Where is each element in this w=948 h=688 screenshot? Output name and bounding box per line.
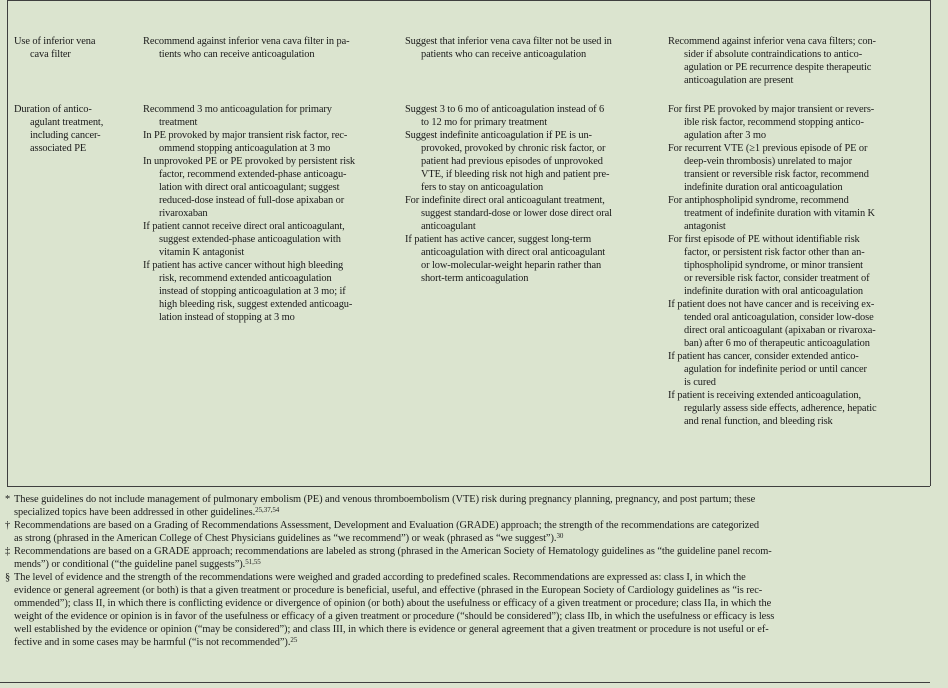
footnote [0,519,940,545]
recommendation-line: transient or reversible risk factor, recommend [684,169,869,180]
footnote-mark: § [5,572,11,583]
recommendation-line: treatment of indefinite duration with vitamin K [684,208,875,219]
recommendation-line: direct oral anticoagulant (apixaban or rivaroxa- [684,325,876,336]
recommendation-item [405,233,663,285]
recommendation-line: Recommend against inferior vena cava filters; con- [668,36,876,47]
row-label-line: agulant treatment, [30,117,104,128]
footnote-line: Recommendations are based on a Grading of Recommendations Assessment, Development and Evaluation (GRADE) approach; the strength of the recommendations are categorized [14,520,760,531]
recommendation-line: If patient has active cancer, suggest long-term [405,234,592,245]
footnote [0,571,940,649]
recommendation-item [668,389,926,428]
recommendation-item [143,103,398,129]
recommendation-line: suggest extended-phase anticoagulation with [159,234,341,245]
recommendation-line: tiphospholipid syndrome, or minor transient [684,260,863,271]
recommendation-line: anticoagulation are present [684,75,794,86]
footnote-line: weight of the evidence or opinion is in favor of the usefulness or efficacy of a given treatment or procedure (“should be considered”); class IIb, in which the usefulness or efficacy is less [14,611,775,622]
recommendation-line: For first PE provoked by major transient or revers- [668,104,875,115]
recommendation-line: indefinite duration with oral anticoagulation [684,286,864,297]
recommendation-line: If patient cannot receive direct oral anticoagulant, [143,221,345,232]
recommendation-line: Recommend against inferior vena cava filter in pa- [143,36,350,47]
footnote-reference: 51,55 [245,558,261,566]
footnote-line: specialized topics have been addressed in other guidelines.$^{25,37,54}$ [14,506,280,518]
recommendation-item [405,35,663,61]
recommendation-item [143,259,398,324]
recommendation-item [405,194,663,233]
recommendation-line: For antiphospholipid syndrome, recommend [668,195,849,206]
recommendation-line: or low-molecular-weight heparin rather than [421,260,602,271]
footnote-line: fective and in some cases may be harmful (“is not recommended”).$^{25}$ [14,636,298,648]
footnote-line: The level of evidence and the strength of the recommendations were weighed and graded according to predefined scales. Recommendations are expressed as: class I, in which the [14,572,746,583]
recommendation-line: rivaroxaban [159,208,208,219]
footnote-line: Recommendations are based on a GRADE approach; recommendations are labeled as strong (phrased in the American Society of Hematology guidelines as “the guideline panel recom- [14,546,772,557]
recommendation-line: lation instead of stopping at 3 mo [159,312,295,323]
recommendation-line: tients who can receive anticoagulation [159,49,315,60]
footnote [0,545,940,571]
recommendation-line: reduced-dose instead of full-dose apixaban or [159,195,345,206]
footnote-line: as strong (phrased in the American College of Chest Physicians guidelines as “we recommend”) or weak (phrased as “we suggest”).$^{30}$ [14,532,564,544]
recommendation-line: Recommend 3 mo anticoagulation for primary [143,104,332,115]
recommendation-line: factor, or persistent risk factor other than an- [684,247,865,258]
recommendation-line: In PE provoked by major transient risk factor, rec- [143,130,348,141]
recommendation-line: If patient has active cancer without high bleeding [143,260,344,271]
footnote-mark: ‡ [5,546,11,557]
recommendation-line: patient had previous episodes of unprovoked [421,156,603,167]
recommendation-item [668,194,926,233]
recommendation-item [668,233,926,298]
recommendation-line: If patient has cancer, consider extended antico- [668,351,859,362]
recommendation-line: sider if absolute contraindications to antico- [684,49,863,60]
recommendation-item [668,298,926,350]
recommendation-item [668,350,926,389]
table-footnotes [0,493,940,649]
recommendation-line: In unprovoked PE or PE provoked by persistent risk [143,156,356,167]
recommendation-item [143,129,398,155]
footnote-reference: 30 [556,532,564,540]
recommendation-line: agulation or PE recurrence despite therapeutic [684,62,872,73]
recommendation-line: treatment [159,117,198,128]
footnote [0,493,940,519]
recommendation-item [405,129,663,194]
page-bottom-rule [0,682,930,683]
recommendation-line: ban) after 6 mo of therapeutic anticoagulation [684,338,870,349]
recommendation-line: Suggest that inferior vena cava filter not be used in [405,36,612,47]
footnote-line: These guidelines do not include management of pulmonary embolism (PE) and venous thromboembolism (VTE) risk during pregnancy planning, pregnancy, and post partum; these [14,494,756,505]
row-ivc-filter-col3 [668,35,926,87]
recommendation-line: VTE, if bleeding risk not high and patient pre- [421,169,610,180]
row-label-line: cava filter [30,49,71,60]
row-ivc-filter-col1 [143,35,398,61]
recommendation-item [668,103,926,142]
recommendation-line: tended oral anticoagulation, consider low-dose [684,312,874,323]
recommendation-line: If patient is receiving extended anticoagulation, [668,390,862,401]
recommendation-line: instead of stopping anticoagulation at 3 mo; if [159,286,346,297]
recommendation-line: and renal function, and bleeding risk [684,416,833,427]
recommendation-line: agulation after 3 mo [684,130,766,141]
recommendation-line: Suggest indefinite anticoagulation if PE is un- [405,130,592,141]
footnote-line: ommended”); class II, in which there is conflicting evidence or divergence of opinion (or both) about the usefulness or efficacy of a given treatment or procedure; class IIa, in which the [14,598,772,609]
recommendation-line: ible risk factor, recommend stopping antico- [684,117,864,128]
recommendation-line: ommend stopping anticoagulation at 3 mo [159,143,331,154]
row-label-line: including cancer- [30,130,101,141]
recommendation-line: fers to stay on anticoagulation [421,182,544,193]
row-label-line: associated PE [30,143,87,154]
recommendation-line: regularly assess side effects, adherence, hepatic [684,403,877,414]
row-duration-col3 [668,103,926,428]
recommendation-line: For first episode of PE without identifiable risk [668,234,860,245]
footnote-line: evidence or general agreement (or both) is that a given treatment or procedure is beneficial, useful, and effective (phrased in the European Society of Cardiology guidelines as “is rec- [14,585,763,596]
recommendation-line: patients who can receive anticoagulation [421,49,587,60]
recommendation-line: high bleeding risk, suggest extended anticoagu- [159,299,353,310]
row-label-line: Use of inferior vena [14,36,96,47]
recommendation-item [405,103,663,129]
recommendation-line: to 12 mo for primary treatment [421,117,547,128]
recommendation-line: For recurrent VTE (≥1 previous episode of PE or [668,143,868,154]
row-ivc-filter-col2 [405,35,663,61]
footnote-mark: † [5,520,11,531]
recommendation-item [143,155,398,220]
footnote-line: well established by the evidence or opinion (“may be considered”); and class III, in which there is evidence or general agreement that a given treatment or procedure is not useful or ef- [14,624,769,635]
row-label-duration [14,103,134,155]
recommendation-item [668,142,926,194]
row-label-ivc-filter [14,35,134,61]
recommendation-line: vitamin K antagonist [159,247,245,258]
recommendation-line: or reversible risk factor, consider treatment of [684,273,870,284]
recommendation-line: anticoagulant [421,221,476,232]
recommendation-line: indefinite duration oral anticoagulation [684,182,843,193]
recommendation-line: short-term anticoagulation [421,273,529,284]
table-bottom-rule [7,486,930,487]
row-duration-col1 [143,103,398,324]
recommendation-item [143,220,398,259]
footnote-line: mends”) or conditional (“the guideline panel suggests”).$^{51,55}$ [14,558,261,570]
row-duration-col2 [405,103,663,285]
recommendation-line: deep-vein thrombosis) unrelated to major [684,156,852,167]
recommendation-item [143,35,398,61]
recommendation-line: provoked, provoked by chronic risk factor, or [421,143,606,154]
recommendation-line: Suggest 3 to 6 mo of anticoagulation instead of 6 [405,104,605,115]
recommendation-line: suggest standard-dose or lower dose direct oral [421,208,612,219]
footnote-reference: 25 [290,636,298,644]
recommendation-line: If patient does not have cancer and is receiving ex- [668,299,875,310]
footnote-mark: * [5,494,11,505]
recommendation-line: anticoagulation with direct oral anticoagulant [421,247,606,258]
recommendation-line: antagonist [684,221,726,232]
recommendation-line: risk, recommend extended anticoagulation [159,273,332,284]
recommendation-line: is cured [684,377,716,388]
row-label-line: Duration of antico- [14,104,92,115]
recommendation-line: lation with direct oral anticoagulant; suggest [159,182,340,193]
recommendation-line: For indefinite direct oral anticoagulant treatment, [405,195,605,206]
recommendation-item [668,35,926,87]
recommendation-line: factor, recommend extended-phase anticoagu- [159,169,347,180]
footnote-reference: 25,37,54 [255,506,280,514]
recommendation-line: agulation for indefinite period or until cancer [684,364,867,375]
